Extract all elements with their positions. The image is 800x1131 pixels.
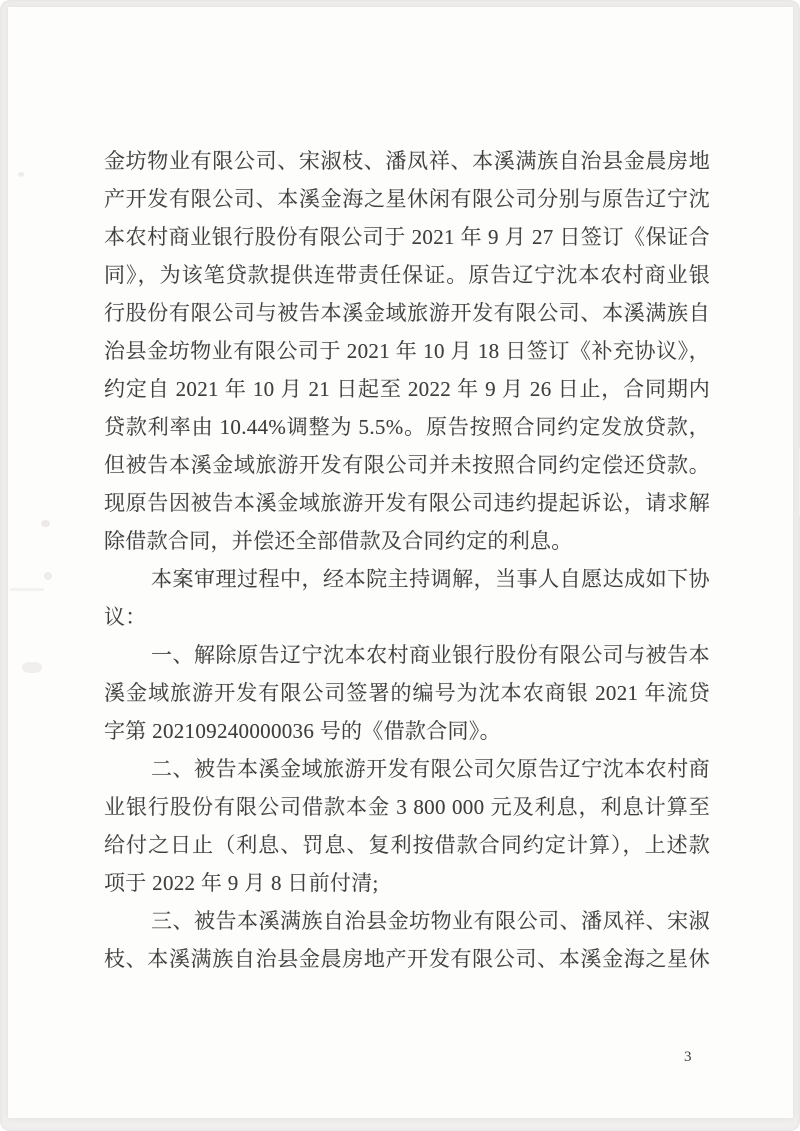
text-line: 金坊物业有限公司、宋淑枝、潘凤祥、本溪满族自治县金晨房地	[104, 149, 710, 173]
text-line: 一、解除原告辽宁沈本农村商业银行股份有限公司与被告本	[151, 643, 710, 667]
text-line: 但被告本溪金域旅游开发有限公司并未按照合同约定偿还贷款。	[104, 453, 710, 477]
text-line: 议：	[104, 605, 147, 629]
text-line: 三、被告本溪满族自治县金坊物业有限公司、潘凤祥、宋淑	[151, 909, 710, 933]
text-line: 本农村商业银行股份有限公司于 2021 年 9 月 27 日签订《保证合	[104, 225, 710, 249]
scan-artifact	[18, 172, 24, 177]
scan-artifact	[41, 520, 50, 527]
text-line: 约定自 2021 年 10 月 21 日起至 2022 年 9 月 26 日止，合同期内	[104, 377, 710, 401]
page-number: 3	[684, 1049, 692, 1065]
text-line: 贷款利率由 10.44%调整为 5.5%。原告按照合同约定发放贷款，	[104, 415, 710, 439]
text-line: 二、被告本溪金域旅游开发有限公司欠原告辽宁沈本农村商	[151, 757, 710, 781]
text-line: 本案审理过程中，经本院主持调解，当事人自愿达成如下协	[151, 567, 710, 591]
text-line: 同》，为该笔贷款提供连带责任保证。原告辽宁沈本农村商业银	[104, 263, 710, 287]
text-line: 枝、本溪满族自治县金晨房地产开发有限公司、本溪金海之星休	[104, 947, 710, 971]
text-line: 给付之日止（利息、罚息、复利按借款合同约定计算），上述款	[104, 833, 710, 857]
text-line: 产开发有限公司、本溪金海之星休闲有限公司分别与原告辽宁沈	[104, 187, 710, 211]
scan-artifact	[44, 572, 52, 580]
scan-artifact	[22, 662, 42, 673]
document-body	[104, 142, 710, 978]
scan-artifact	[10, 588, 44, 591]
text-line: 项于 2022 年 9 月 8 日前付清;	[104, 871, 379, 895]
text-line: 溪金域旅游开发有限公司签署的编号为沈本农商银 2021 年流贷	[104, 681, 710, 705]
text-line: 行股份有限公司与被告本溪金域旅游开发有限公司、本溪满族自	[104, 301, 710, 325]
text-line: 除借款合同，并偿还全部借款及合同约定的利息。	[104, 529, 573, 553]
text-line: 治县金坊物业有限公司于 2021 年 10 月 18 日签订《补充协议》，	[104, 339, 710, 363]
document-page	[8, 7, 793, 1118]
text-line: 现原告因被告本溪金域旅游开发有限公司违约提起诉讼，请求解	[104, 491, 710, 515]
text-line: 字第 202109240000036 号的《借款合同》。	[104, 719, 501, 743]
text-line: 业银行股份有限公司借款本金 3 800 000 元及利息，利息计算至	[104, 795, 710, 819]
